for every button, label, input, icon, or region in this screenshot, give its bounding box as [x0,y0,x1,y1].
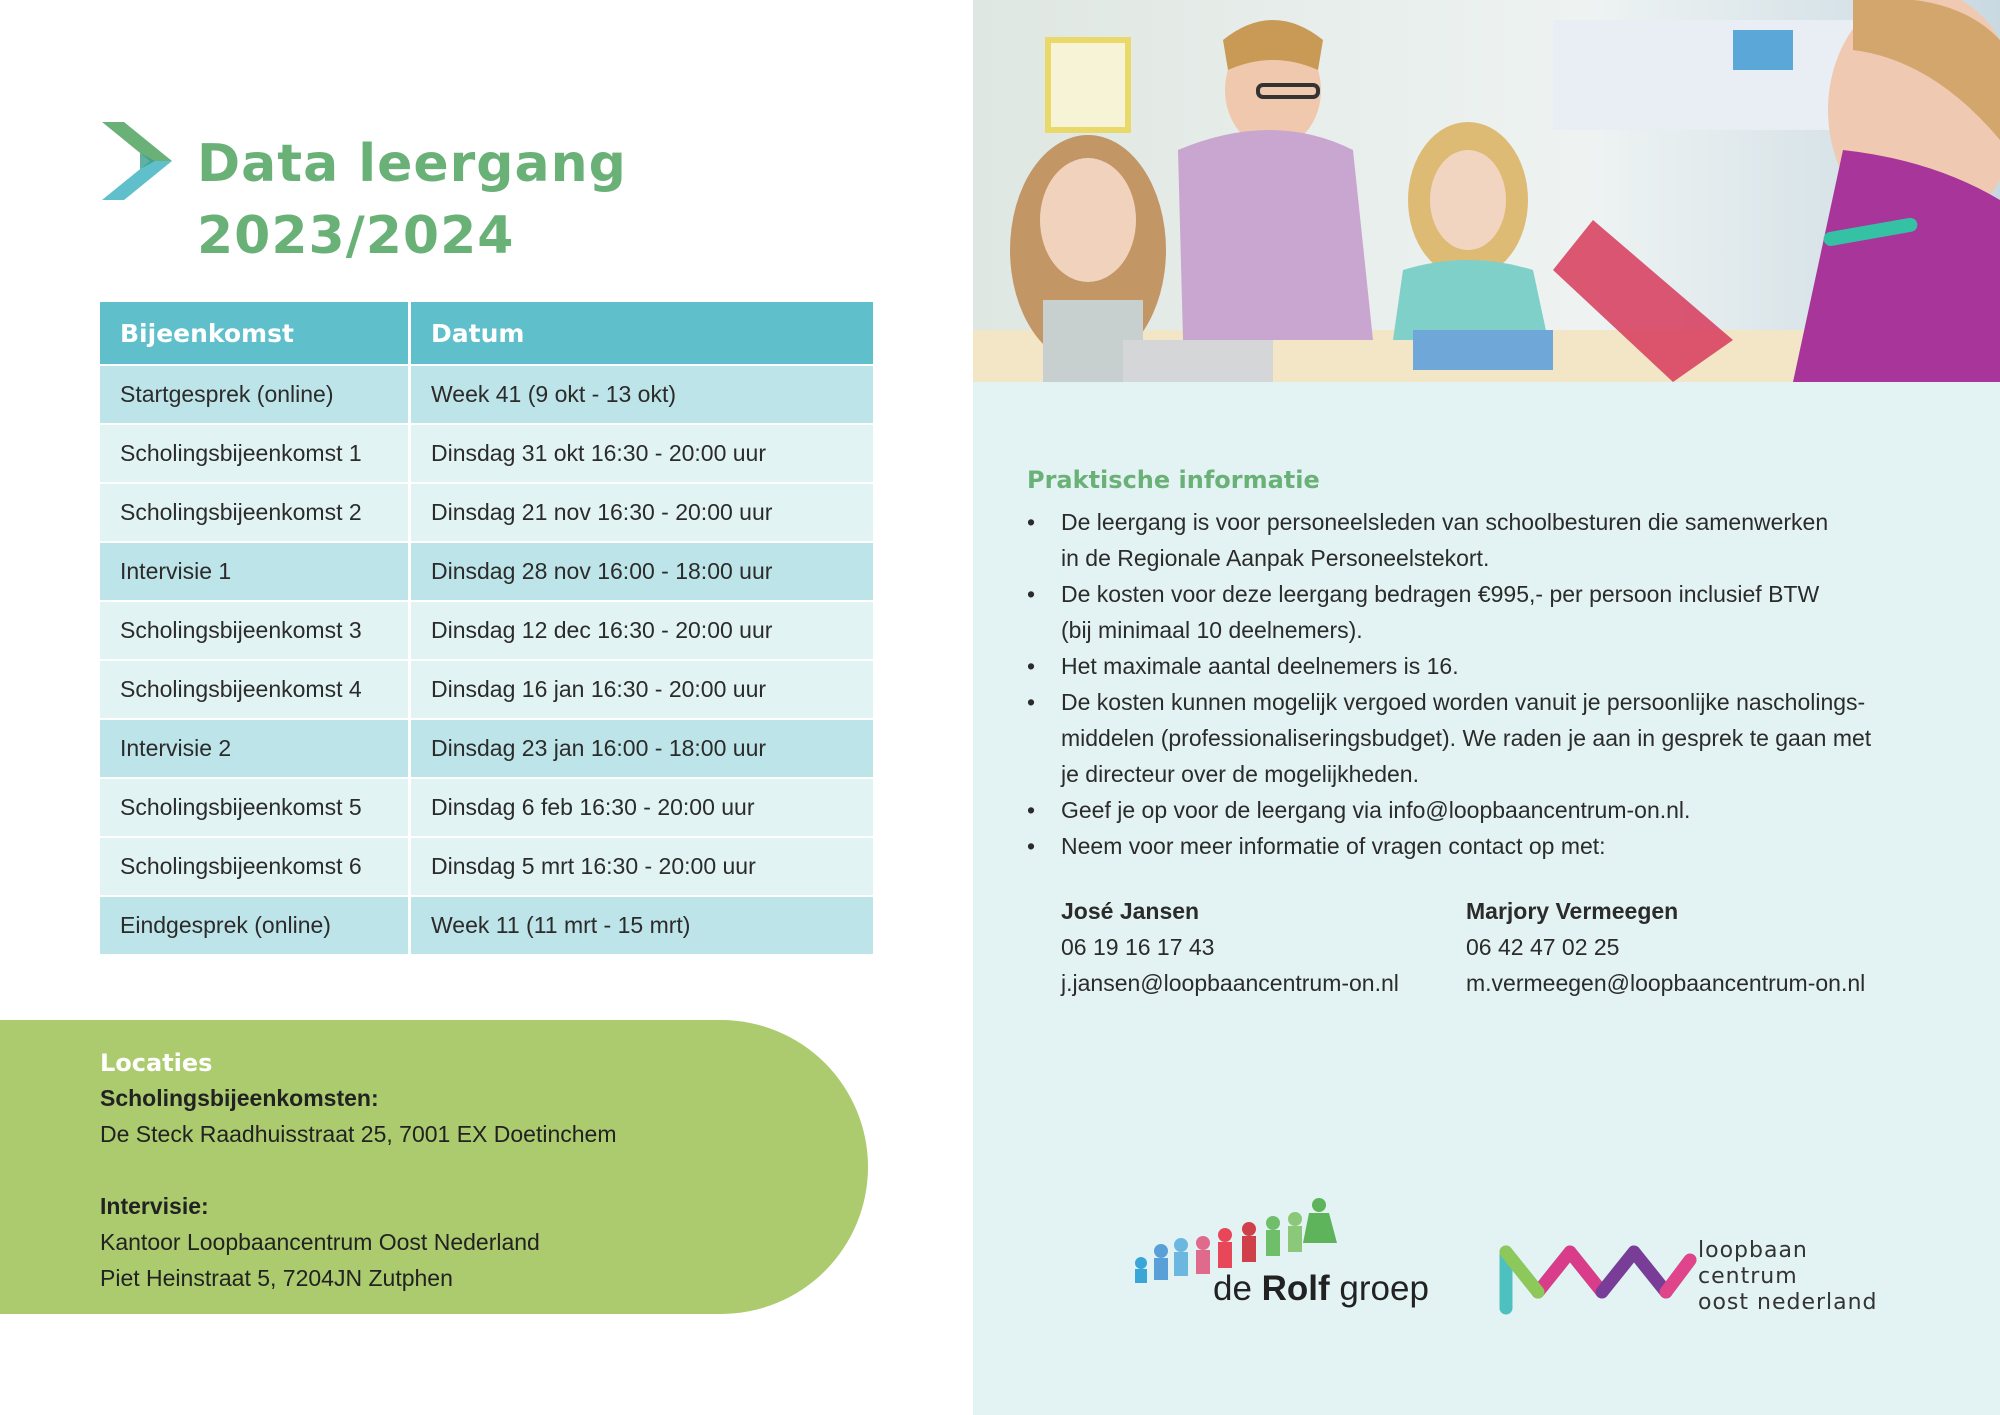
contact-phone[interactable]: 06 42 47 02 25 [1466,934,1620,960]
practical-info [1027,462,1927,864]
list-item-line: • Neem voor meer informatie of vragen contact op met: [1061,833,1606,859]
event-cell: Intervisie 2 [100,719,410,778]
date-cell: Dinsdag 28 nov 16:00 - 18:00 uur [410,542,874,601]
table-row [100,778,873,837]
date-cell: Dinsdag 31 okt 16:30 - 20:00 uur [410,424,874,483]
lco-logo-text [1698,1238,1878,1316]
training-location-label: Scholingsbijeenkomsten: [100,1085,379,1111]
list-item-line: • De kosten voor deze leergang bedragen €995,- per persoon inclusief BTW [1061,581,1820,607]
locations-heading: Locaties [100,1049,213,1077]
contact-email[interactable]: m.vermeegen@loopbaancentrum-on.nl [1466,970,1866,996]
table-header-row [100,302,873,365]
locations-box [0,1020,868,1314]
date-cell: Dinsdag 12 dec 16:30 - 20:00 uur [410,601,874,660]
date-cell: Dinsdag 21 nov 16:30 - 20:00 uur [410,483,874,542]
lco-mark-icon [1498,1238,1698,1318]
contact-name: José Jansen [1061,898,1200,924]
list-item-line: middelen (professionaliseringsbudget). We raden je aan in gesprek te gaan met [1061,725,1872,751]
list-item [1027,504,1927,576]
list-item-line: • De leergang is voor personeelsleden van schoolbesturen die samenwerken [1061,509,1829,535]
table-row [100,365,873,424]
date-cell: Dinsdag 6 feb 16:30 - 20:00 uur [410,778,874,837]
list-item [1027,792,1927,828]
training-location-address: De Steck Raadhuisstraat 25, 7001 EX Doetinchem [100,1121,617,1147]
event-cell: Scholingsbijeenkomst 6 [100,837,410,896]
list-item-line: in de Regionale Aanpak Personeelstekort. [1061,545,1490,571]
date-cell: Dinsdag 23 jan 16:00 - 18:00 uur [410,719,874,778]
table-row [100,896,873,954]
intervision-location-label: Intervisie: [100,1193,209,1219]
contact-card [1061,893,1399,1001]
contact-phone[interactable]: 06 19 16 17 43 [1061,934,1215,960]
event-cell: Scholingsbijeenkomst 4 [100,660,410,719]
practical-info-heading: Praktische informatie [1027,466,1320,494]
table-row [100,542,873,601]
list-item-line: je directeur over de mogelijkheden. [1061,761,1419,787]
title-line-1: Data leergang [197,134,627,194]
chevron-right-icon [100,120,175,202]
de-rolf-groep-logo [1123,1193,1429,1318]
table-row [100,424,873,483]
table-row [100,837,873,896]
rolf-logo-text [1213,1269,1429,1309]
page-title [197,128,627,272]
column-header-event: Bijeenkomst [100,302,410,365]
schedule-table [100,302,873,954]
list-item [1027,576,1927,648]
table-row [100,660,873,719]
event-cell: Eindgesprek (online) [100,896,410,954]
event-cell: Scholingsbijeenkomst 2 [100,483,410,542]
date-cell: Week 11 (11 mrt - 15 mrt) [410,896,874,954]
event-cell: Intervisie 1 [100,542,410,601]
classroom-photo [973,0,2000,382]
lco-logo-line: centrum [1698,1264,1798,1289]
event-cell: Startgesprek (online) [100,365,410,424]
intervision-location-line-1: Kantoor Loopbaancentrum Oost Nederland [100,1229,540,1255]
list-item [1027,648,1927,684]
left-panel [0,0,973,1415]
contact-card [1466,893,1865,1001]
date-cell: Dinsdag 16 jan 16:30 - 20:00 uur [410,660,874,719]
title-line-2: 2023/2024 [197,206,515,266]
table-row [100,719,873,778]
date-cell: Week 41 (9 okt - 13 okt) [410,365,874,424]
list-item [1027,684,1927,792]
date-cell: Dinsdag 5 mrt 16:30 - 20:00 uur [410,837,874,896]
contact-email[interactable]: j.jansen@loopbaancentrum-on.nl [1061,970,1399,996]
rolf-logo-part: Rolf [1261,1269,1330,1308]
list-item-line: (bij minimaal 10 deelnemers). [1061,617,1363,643]
list-item-line: • De kosten kunnen mogelijk vergoed worden vanuit je persoonlijke nascholings- [1061,689,1866,715]
signup-email-text[interactable]: • Geef je op voor de leergang via info@loopbaancentrum-on.nl. [1061,797,1691,823]
contact-name: Marjory Vermeegen [1466,898,1679,924]
table-row [100,483,873,542]
lco-logo-line: oost nederland [1698,1290,1878,1315]
intervision-location-line-2: Piet Heinstraat 5, 7204JN Zutphen [100,1265,453,1291]
table-row [100,601,873,660]
event-cell: Scholingsbijeenkomst 5 [100,778,410,837]
lco-logo-line: loopbaan [1698,1238,1808,1263]
event-cell: Scholingsbijeenkomst 3 [100,601,410,660]
column-header-date: Datum [410,302,874,365]
list-item [1027,828,1927,864]
rolf-logo-part: de [1213,1269,1262,1308]
info-list [1027,504,1927,864]
event-cell: Scholingsbijeenkomst 1 [100,424,410,483]
list-item-line: • Het maximale aantal deelnemers is 16. [1061,653,1459,679]
rolf-logo-part: groep [1329,1269,1429,1308]
right-panel [973,0,2000,1415]
loopbaancentrum-logo [1498,1238,1928,1318]
